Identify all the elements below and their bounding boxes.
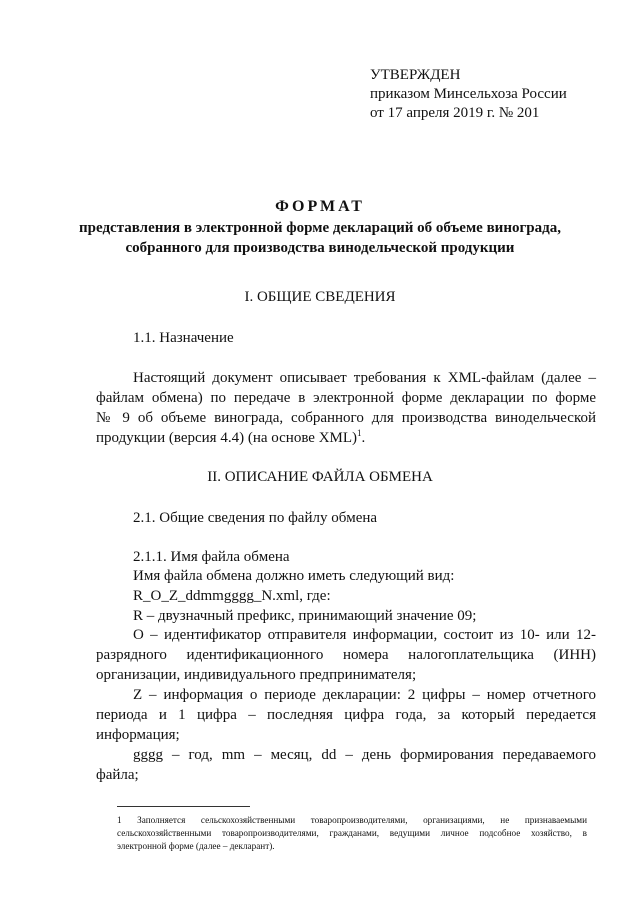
approval-order: приказом Минсельхоза России: [370, 86, 567, 102]
sender-id-line-3: организации, индивидуального предпринимателя;: [96, 667, 417, 683]
footnote-line-1: 1 Заполняется сельскохозяйственными товаропроизводителями, организациями, не признаваемыми: [117, 815, 587, 825]
paragraph-1-line-4: [96, 429, 365, 448]
footnote-reference: 1: [357, 428, 362, 438]
approval-status: УТВЕРЖДЕН: [370, 67, 461, 83]
filename-format-intro: Имя файла обмена должно иметь следующий вид:: [133, 568, 455, 584]
period-line-2: периода и 1 цифра – последняя цифра года, за который передается: [96, 707, 596, 723]
document-subtitle-line-2: собранного для производства винодельческой продукции: [125, 240, 515, 256]
footnote-line-2: сельскохозяйственными товаропроизводителями, гражданами, ведущими личное подсобное хозяйство, в: [117, 828, 587, 838]
paragraph-1-line-3: № 9 об объеме винограда, собранного для производства винодельческой: [96, 410, 596, 426]
subsection-2-1-heading: 2.1. Общие сведения по файлу обмена: [133, 510, 378, 526]
sender-id-line-2: разрядного идентификационного номера налогоплательщика (ИНН): [96, 647, 596, 663]
prefix-description: R – двузначный префикс, принимающий значение 09;: [133, 608, 477, 624]
document-title: ФОРМАТ: [275, 198, 365, 215]
sender-id-line-1: О – идентификатор отправителя информации, состоит из 10- или 12-: [133, 627, 596, 643]
date-line-1: gggg – год, mm – месяц, dd – день формирования передаваемого: [133, 747, 596, 763]
filename-pattern: R_O_Z_ddmmgggg_N.xml, где:: [133, 588, 331, 604]
approval-date: от 17 апреля 2019 г. № 201: [370, 105, 540, 121]
document-subtitle-line-1: представления в электронной форме деклараций об объеме винограда,: [79, 220, 561, 236]
footnote-divider: [117, 806, 250, 807]
section-1-heading: I. ОБЩИЕ СВЕДЕНИЯ: [244, 289, 396, 305]
paragraph-1-line-4-text: продукции (версия 4.4) (на основе XML): [96, 430, 358, 446]
paragraph-1-line-2: файлам обмена) по передаче в электронной форме декларации по форме: [96, 390, 596, 406]
subsection-2-1-1-heading: 2.1.1. Имя файла обмена: [133, 549, 290, 565]
period-line-1: Z – информация о периоде декларации: 2 цифры – номер отчетного: [133, 687, 596, 703]
period-line-3: информация;: [96, 727, 180, 743]
paragraph-1-line-1: Настоящий документ описывает требования к XML-файлам (далее –: [133, 370, 596, 386]
date-line-2: файла;: [96, 767, 139, 783]
subsection-1-1-heading: 1.1. Назначение: [133, 330, 234, 346]
paragraph-1-line-4-end: .: [361, 430, 366, 446]
footnote-line-3: электронной форме (далее – декларант).: [117, 841, 275, 851]
section-2-heading: II. ОПИСАНИЕ ФАЙЛА ОБМЕНА: [207, 469, 433, 485]
